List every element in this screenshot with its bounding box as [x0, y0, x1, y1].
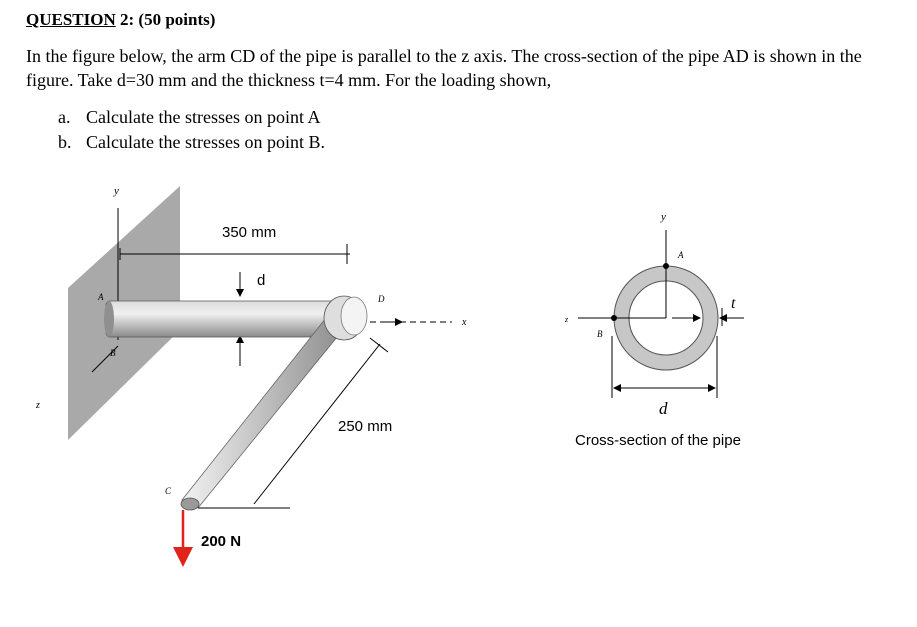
point-b-label: B [110, 348, 116, 358]
thickness-label: t [731, 295, 736, 312]
y-axis-label: y [114, 185, 119, 197]
point-d-label: D [378, 294, 385, 304]
load-label: 200 N [201, 533, 242, 550]
question-number: QUESTION [26, 10, 116, 29]
task-b-text: Calculate the stresses on point B. [86, 132, 325, 152]
question-points: 2: (50 points) [120, 10, 216, 29]
dim-250-tick-top [370, 338, 388, 352]
x-axis-label: x [462, 317, 467, 328]
cs-y-label: y [661, 211, 666, 223]
point-a-label: A [98, 292, 104, 302]
arm-cd-end-c [181, 498, 199, 510]
point-b-marker [611, 315, 617, 321]
cs-d-label: d [659, 399, 668, 418]
arm-cd [182, 318, 346, 508]
cs-caption: Cross-section of the pipe [575, 432, 741, 449]
pipe-ad [106, 301, 344, 337]
z-axis-label: z [36, 400, 40, 411]
task-a-text: Calculate the stresses on point A [86, 107, 321, 127]
task-b-label: b. [58, 132, 72, 152]
end-cap-d-face [341, 297, 367, 335]
pipe-ad-start [104, 301, 114, 337]
point-c-label: C [165, 486, 172, 496]
cs-z-label: z [565, 315, 569, 324]
cross-section-figure [564, 211, 744, 449]
task-a-label: a. [58, 107, 71, 127]
cs-point-a-label: A [678, 250, 684, 260]
point-a-marker [663, 263, 669, 269]
pipe-figure [35, 185, 467, 562]
problem-statement: In the figure below, the arm CD of the pipe is parallel to the z axis. The cross-section of the pipe AD is shown in the figure. Take d=30 mm and the thickness t=4 mm. For the loading shown, [26, 46, 862, 90]
cs-point-b-label: B [597, 329, 603, 339]
dim-350-label: 350 mm [222, 224, 277, 241]
dim-250-label: 250 mm [338, 418, 393, 435]
dim-d-label: d [257, 272, 266, 289]
